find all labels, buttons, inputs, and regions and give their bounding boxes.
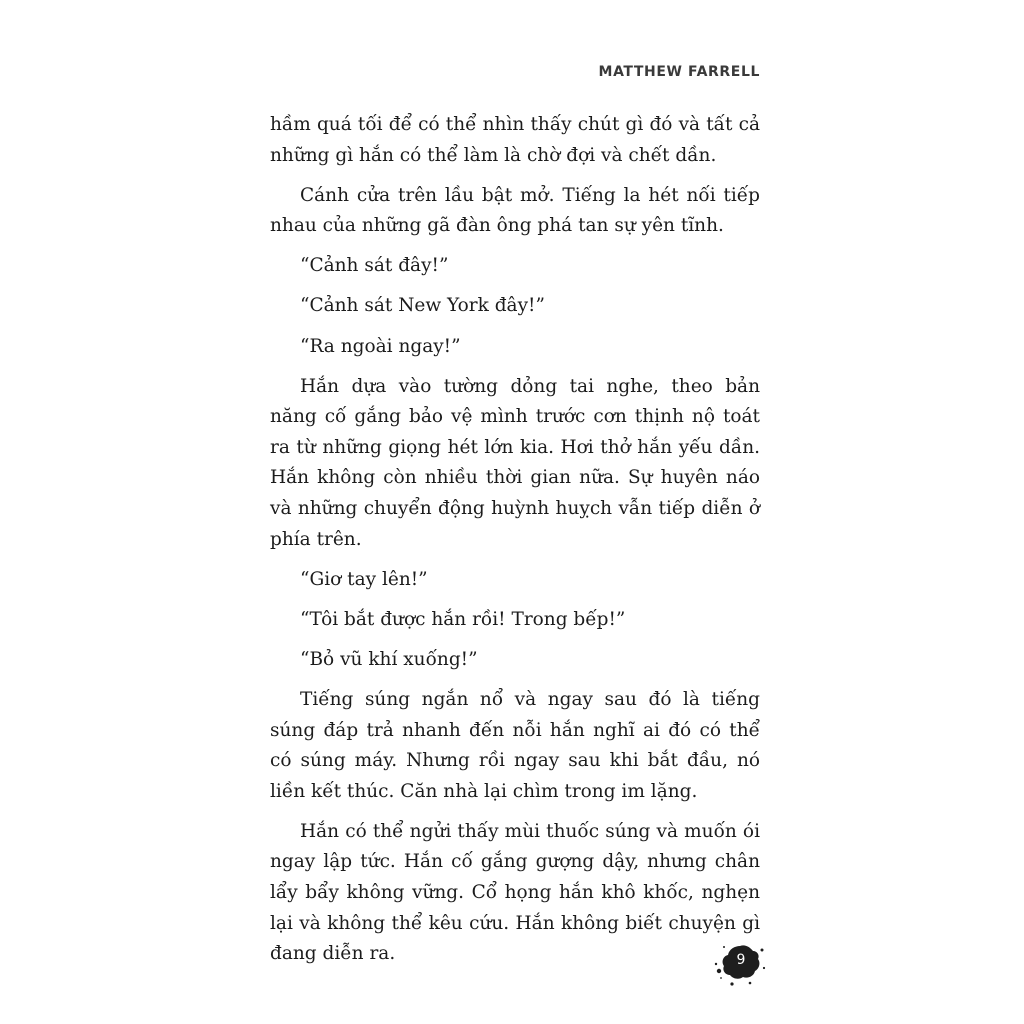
- paragraph: Hắn có thể ngửi thấy mùi thuốc súng và muốn ói ngay lập tức. Hắn cố gắng gượng dậy, nhưng chân lẩy bẩy không vững. Cổ họng hắn khô khốc, nghẹn lại và không thể kêu cứu. Hắn không biết chuyện gì đang diễn ra.: [270, 820, 760, 965]
- page-number: 9: [736, 952, 746, 968]
- paragraph: hầm quá tối để có thể nhìn thấy chút gì đó và tất cả những gì hắn có thể làm là chờ đợi và chết dần.: [270, 114, 760, 166]
- dialogue-line: “Cảnh sát đây!”: [300, 255, 449, 277]
- dialogue-line: “Bỏ vũ khí xuống!”: [300, 648, 478, 670]
- dialogue-line: “Giơ tay lên!”: [300, 568, 428, 590]
- page-number-ornament: [712, 938, 768, 988]
- paragraph: Tiếng súng ngắn nổ và ngay sau đó là tiếng súng đáp trả nhanh đến nỗi hắn nghĩ ai đó có thể có súng máy. Nhưng rồi ngay sau khi bắt đầu, nó liền kết thúc. Căn nhà lại chìm trong im lặng.: [270, 689, 760, 802]
- paragraph: Cánh cửa trên lầu bật mở. Tiếng la hét nối tiếp nhau của những gã đàn ông phá tan sự yên tĩnh.: [270, 184, 760, 237]
- running-header: MATTHEW FARRELL: [598, 64, 760, 80]
- body-text: [270, 110, 760, 979]
- dialogue-line: “Ra ngoài ngay!”: [300, 335, 461, 357]
- dialogue-line: “Tôi bắt được hắn rồi! Trong bếp!”: [300, 608, 626, 630]
- paragraph: Hắn dựa vào tường dỏng tai nghe, theo bản năng cố gắng bảo vệ mình trước cơn thịnh nộ toát ra từ những giọng hét lớn kia. Hơi thở hắn yếu dần. Hắn không còn nhiều thời gian nữa. Sự huyên náo và những chuyển động huỳnh huỵch vẫn tiếp diễn ở phía trên.: [270, 375, 760, 550]
- dialogue-line: “Cảnh sát New York đây!”: [300, 295, 545, 317]
